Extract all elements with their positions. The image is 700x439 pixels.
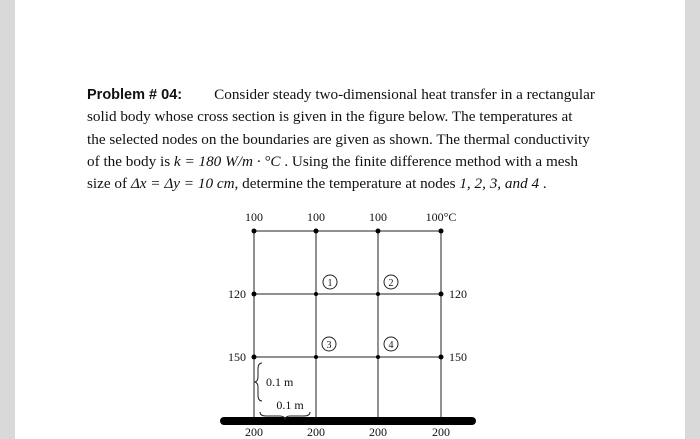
right-temp-label: 150 — [449, 350, 467, 364]
node-dot — [376, 355, 380, 359]
node-dot — [376, 292, 380, 296]
node-list: 1, 2, 3, and 4 — [459, 175, 540, 193]
line-5-suffix: . — [539, 175, 547, 193]
bottom-temp-label: 200 — [307, 425, 325, 439]
problem-line-3: the selected nodes on the boundaries are given as shown. The thermal conductivity — [87, 130, 590, 148]
node-dot — [376, 229, 381, 234]
problem-line-1-text: Consider steady two-dimensional heat transfer in a rectangular — [214, 86, 595, 103]
top-temp-label: 100 — [369, 210, 387, 224]
node-dot — [252, 292, 257, 297]
line-5-middle: , determine the temperature at nodes — [234, 175, 460, 193]
horizontal-dimension-label: 0.1 m — [276, 398, 304, 412]
line-5-prefix: size of — [87, 175, 131, 193]
interior-node-2 — [384, 275, 398, 289]
vertical-dimension-label: 0.1 m — [266, 375, 294, 389]
interior-node-1 — [323, 275, 337, 289]
line-4-prefix: of the body is — [87, 152, 174, 170]
node-dot — [314, 292, 318, 296]
line-4-suffix: . Using the finite difference method with a mesh — [280, 152, 578, 170]
node-dot — [439, 229, 444, 234]
conductivity-expression: k = 180 W/m · °C — [173, 152, 281, 170]
node-dot — [314, 229, 319, 234]
node-number: 3 — [326, 340, 332, 351]
node-dot — [314, 355, 318, 359]
left-temp-label: 150 — [228, 350, 246, 364]
bottom-temp-label: 200 — [369, 425, 387, 439]
problem-label: Problem # 04: — [87, 87, 183, 103]
node-number: 4 — [388, 340, 394, 351]
node-dot — [252, 355, 257, 360]
left-temp-label: 120 — [228, 287, 246, 301]
node-number: 2 — [388, 278, 394, 289]
vertical-dimension-brace — [255, 363, 262, 401]
node-number: 1 — [327, 278, 333, 289]
interior-node-4 — [384, 337, 398, 351]
top-temp-label: 100 — [307, 210, 325, 224]
bottom-temp-label: 200 — [432, 425, 450, 439]
mesh-size-expression: Δx = Δy = 10 cm — [130, 175, 235, 193]
bottom-temp-label: 200 — [245, 425, 263, 439]
top-temp-label: 100 — [245, 210, 263, 224]
top-temp-label: 100°C — [425, 210, 457, 224]
node-dot — [252, 229, 257, 234]
problem-line-2: solid body whose cross section is given in the figure below. The temperatures at — [87, 108, 573, 126]
interior-node-3 — [322, 337, 336, 351]
node-dot — [439, 355, 444, 360]
node-dot — [439, 292, 444, 297]
right-temp-label: 120 — [449, 287, 467, 301]
mesh-grid — [254, 231, 441, 421]
